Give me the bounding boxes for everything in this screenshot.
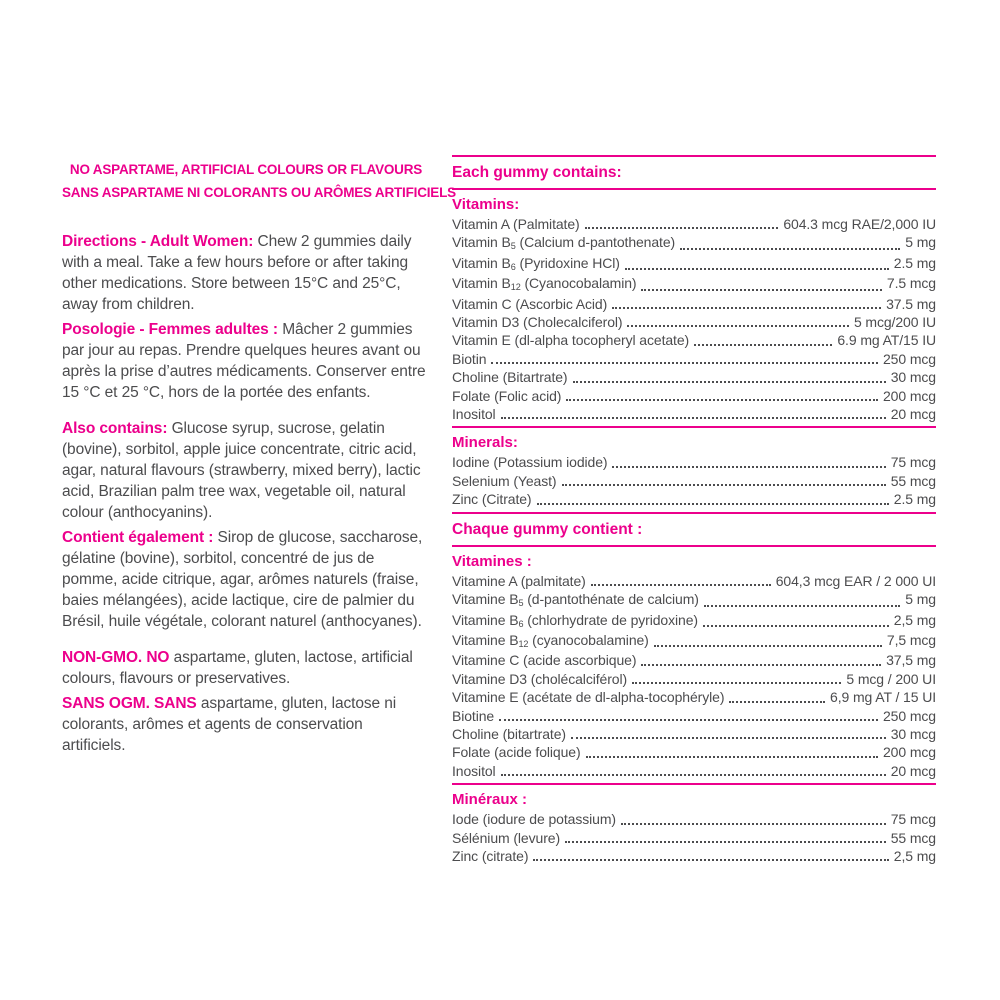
dot-leader — [491, 350, 878, 364]
ingredient-name: Sélénium (levure) — [452, 829, 561, 846]
ingredient-name: Vitamin $B_6$ (Pyridoxine HCl) — [452, 254, 620, 272]
dot-leader — [533, 847, 888, 861]
ingredient-row — [452, 490, 936, 508]
ingredient-name: Vitamin D3 (Cholecalciferol) — [452, 314, 623, 331]
ingredient-row — [452, 651, 936, 669]
dot-leader — [501, 405, 886, 419]
section-title: Minéraux : — [452, 791, 528, 809]
info-paragraph: Contient également : Sirop de glucose, saccharose, gélatine (bovine), sorbitol, concentré de jus de pomme, acide citrique, agar, arômes naturels (fraise, baies mélangées), acide lactique, cire de palmier du Brésil, huile végétale, colorant naturel (anthocyanes). — [62, 529, 423, 630]
dot-leader — [612, 453, 885, 467]
paragraph-lead: Posologie - Femmes adultes : — [62, 321, 278, 338]
ingredient-amount: 2.5 mg — [893, 491, 936, 508]
dot-leader — [680, 233, 900, 249]
ingredient-amount: 37,5 mg — [886, 652, 936, 669]
dot-leader — [537, 490, 889, 504]
ingredient-row — [452, 453, 936, 471]
ingredient-row — [452, 572, 936, 590]
no-aspartame-headline — [62, 158, 456, 204]
ingredient-name: Vitamine C (acide ascorbique) — [452, 652, 637, 669]
ingredient-row — [452, 810, 936, 828]
ingredient-name: Vitamine $B_5$ (d-pantothénate de calcium) — [452, 591, 699, 609]
dot-leader — [591, 572, 771, 586]
info-paragraph: Directions - Adult Women: Chew 2 gummies daily with a meal. Take a few hours before or after taking other medications. Store between 15°C and 25°C, away from children. — [62, 233, 412, 313]
divider-rule — [452, 426, 936, 428]
ingredient-row — [452, 688, 936, 706]
ingredient-name: Iode (iodure de potassium) — [452, 811, 616, 828]
ingredient-amount: 200 mcg — [883, 387, 936, 404]
ingredient-row — [452, 829, 936, 847]
headline-fr: SANS ASPARTAME NI COLORANTS OU ARÔMES ARTIFICIELS — [62, 185, 456, 200]
dot-leader — [729, 688, 825, 702]
dot-leader — [694, 331, 832, 345]
ingredient-amount: 5 mg — [905, 234, 936, 251]
facts-header: Each gummy contains: — [452, 164, 622, 181]
info-paragraphs — [62, 231, 430, 756]
info-paragraph: Posologie - Femmes adultes : Mâcher 2 gummies par jour au repas. Prendre quelques heures avant ou après la prise d’autres médicaments. Conserver entre 15 °C et 25 °C, hors de la portée des enfants. — [62, 321, 426, 401]
ingredient-name: Vitamin $B_{12}$ (Cyanocobalamin) — [452, 275, 637, 293]
ingredient-amount: 55 mcg — [890, 829, 936, 846]
ingredient-amount: 5 mcg/200 IU — [853, 314, 936, 331]
ingredient-name: Folate (Folic acid) — [452, 387, 562, 404]
divider-rule — [452, 545, 936, 547]
ingredient-row — [452, 725, 936, 743]
ingredient-row — [452, 313, 936, 331]
ingredient-name: Vitamine D3 (cholécalciférol) — [452, 670, 628, 687]
dot-leader — [641, 651, 881, 665]
dot-leader — [641, 274, 881, 290]
info-paragraph: SANS OGM. SANS aspartame, gluten, lactose ni colorants, arômes et agents de conservation artificiels. — [62, 695, 397, 754]
dot-leader — [612, 295, 881, 309]
section-title: Vitamins: — [452, 196, 520, 213]
ingredient-amount: 2,5 mg — [893, 847, 936, 864]
section-title: Vitamines : — [452, 552, 532, 570]
dot-leader — [621, 810, 886, 824]
ingredient-name: Vitamin A (Palmitate) — [452, 216, 580, 232]
dot-leader — [703, 611, 889, 627]
dot-leader — [571, 725, 886, 739]
ingredient-amount: 2,5 mg — [893, 611, 936, 628]
left-column — [62, 158, 456, 760]
dot-leader — [585, 215, 779, 229]
ingredient-name: Vitamin C (Ascorbic Acid) — [452, 295, 608, 312]
divider-rule — [452, 512, 936, 514]
ingredient-name: Vitamine A (palmitate) — [452, 572, 586, 589]
ingredient-amount: 37.5 mg — [886, 295, 936, 312]
ingredient-name: Vitamine $B_{12}$ (cyanocobalamine) — [452, 631, 649, 649]
ingredient-name: Zinc (citrate) — [452, 847, 529, 864]
ingredient-row — [452, 295, 936, 313]
ingredient-row — [452, 233, 936, 253]
ingredient-name: Biotin — [452, 350, 487, 367]
ingredient-row — [452, 405, 936, 423]
section-title: Minerals: — [452, 434, 518, 452]
headline-en: NO ASPARTAME, ARTIFICIAL COLOURS OR FLAVOURS — [69, 162, 423, 177]
dot-leader — [562, 472, 886, 486]
ingredient-row — [452, 215, 936, 233]
ingredient-row — [452, 274, 936, 294]
dot-leader — [632, 670, 841, 684]
ingredient-row — [452, 368, 936, 386]
dot-leader — [654, 631, 882, 647]
paragraph-lead: SANS OGM. SANS — [62, 695, 197, 712]
dot-leader — [501, 762, 886, 776]
dot-leader — [573, 368, 886, 382]
dot-leader — [565, 829, 886, 843]
ingredient-name: Inositol — [452, 762, 496, 779]
ingredient-name: Iodine (Potassium iodide) — [452, 454, 608, 471]
ingredient-amount: 20 mcg — [890, 762, 936, 779]
ingredient-amount: 604,3 mcg EAR / 2 000 UI — [775, 572, 936, 589]
paragraph-lead: Also contains: — [62, 420, 168, 437]
ingredient-row — [452, 631, 936, 651]
ingredient-amount: 250 mcg — [883, 350, 936, 367]
paragraph-lead: NON-GMO. NO — [62, 649, 170, 666]
ingredient-amount: 7.5 mcg — [886, 275, 936, 292]
dot-leader — [627, 313, 848, 327]
divider-rule — [452, 155, 936, 157]
ingredient-row — [452, 590, 936, 610]
ingredient-amount: 5 mcg / 200 UI — [846, 670, 936, 687]
paragraph-lead: Directions - Adult Women: — [62, 233, 254, 250]
paragraph-lead: Contient également : — [62, 529, 214, 546]
ingredient-amount: 250 mcg — [883, 707, 936, 724]
ingredient-name: Vitamin $B_5$ (Calcium d-pantothenate) — [452, 234, 676, 252]
ingredient-name: Inositol — [452, 406, 496, 423]
ingredient-row — [452, 847, 936, 865]
ingredient-amount: 55 mcg — [890, 472, 936, 489]
ingredient-row — [452, 762, 936, 780]
ingredient-amount: 604.3 mcg RAE/2,000 IU — [783, 216, 936, 232]
ingredient-amount: 30 mcg — [890, 725, 936, 742]
ingredient-row — [452, 707, 936, 725]
dot-leader — [586, 743, 878, 757]
divider-rule — [452, 188, 936, 190]
ingredient-amount: 5 mg — [905, 591, 936, 608]
ingredient-name: Selenium (Yeast) — [452, 472, 557, 489]
info-paragraph: Also contains: Glucose syrup, sucrose, gelatin (bovine), sorbitol, apple juice concentrate, citric acid, agar, natural flavours (strawberry, mixed berry), lactic acid, Brazilian palm tree wax, vegetable oil, natural colour (anthocyanins). — [62, 420, 421, 521]
ingredient-row — [452, 743, 936, 761]
dot-leader — [704, 590, 900, 606]
ingredient-row — [452, 331, 936, 349]
ingredient-name: Folate (acide folique) — [452, 744, 581, 761]
ingredient-row — [452, 387, 936, 405]
ingredient-row — [452, 611, 936, 631]
ingredient-row — [452, 350, 936, 368]
ingredient-row — [452, 472, 936, 490]
ingredient-amount: 30 mcg — [890, 369, 936, 386]
ingredient-row — [452, 670, 936, 688]
dot-leader — [566, 387, 878, 401]
ingredient-amount: 200 mcg — [883, 744, 936, 761]
nutrition-facts-panel — [452, 152, 936, 865]
ingredient-name: Biotine — [452, 707, 495, 724]
ingredient-name: Vitamin E (dl-alpha tocopheryl acetate) — [452, 332, 690, 349]
ingredient-amount: 6,9 mg AT / 15 UI — [830, 689, 936, 706]
ingredient-name: Zinc (Citrate) — [452, 491, 532, 508]
ingredient-amount: 20 mcg — [890, 406, 936, 423]
ingredient-amount: 2.5 mg — [893, 254, 936, 271]
dot-leader — [625, 254, 889, 270]
ingredient-row — [452, 254, 936, 274]
ingredient-amount: 75 mcg — [890, 811, 936, 828]
info-paragraph: NON-GMO. NO aspartame, gluten, lactose, artificial colours, flavours or preservatives. — [62, 649, 413, 687]
ingredient-amount: 75 mcg — [890, 454, 936, 471]
ingredient-name: Vitamine $B_6$ (chlorhydrate de pyridoxine) — [452, 611, 698, 629]
dot-leader — [499, 707, 878, 721]
divider-rule — [452, 783, 936, 785]
ingredient-amount: 6.9 mg AT/15 IU — [837, 332, 936, 349]
facts-header: Chaque gummy contient : — [452, 520, 643, 538]
ingredient-name: Vitamine E (acétate de dl-alpha-tocophéryle) — [452, 689, 725, 706]
ingredient-name: Choline (Bitartrate) — [452, 369, 568, 386]
ingredient-name: Choline (bitartrate) — [452, 725, 566, 742]
ingredient-amount: 7,5 mcg — [886, 631, 936, 648]
